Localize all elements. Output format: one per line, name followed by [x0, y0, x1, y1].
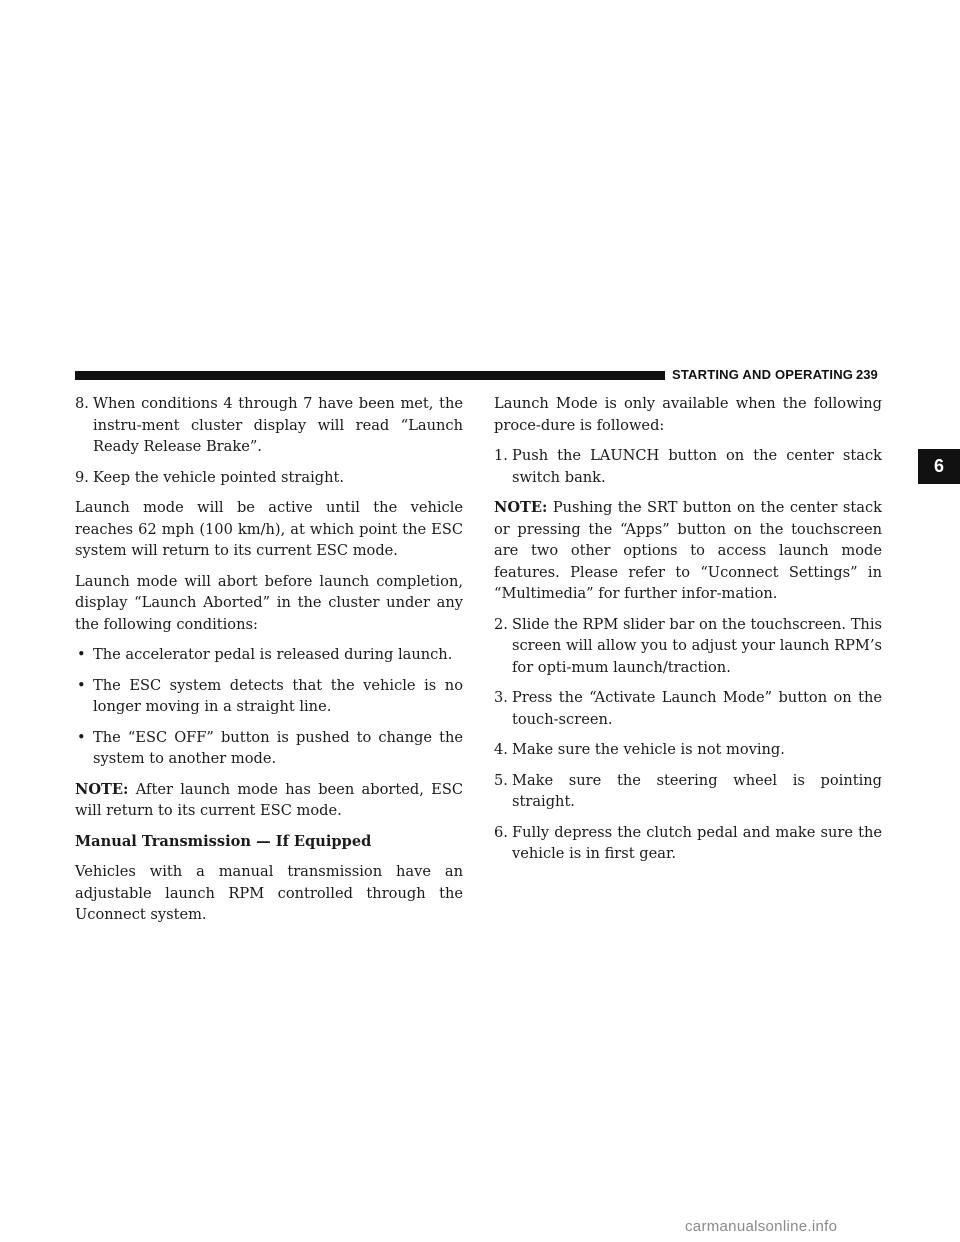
bullet-text: The “ESC OFF” button is pushed to change the system to another mode. — [93, 728, 463, 767]
step-6 — [494, 822, 882, 865]
bullet-text: The ESC system detects that the vehicle is no longer moving in a straight line. — [93, 676, 463, 715]
bullet-item — [75, 644, 463, 666]
bullet-symbol: • — [77, 646, 86, 663]
bullet-symbol: • — [77, 728, 86, 746]
paragraph-launch-abort: Launch mode will abort before launch completion, display “Launch Aborted” in the cluster under any the following conditions: — [75, 572, 463, 633]
step-number: 1. — [494, 447, 508, 464]
step-4 — [494, 739, 882, 761]
bullet-item — [75, 675, 463, 718]
step-8 — [75, 393, 463, 458]
page-number: 239 — [856, 367, 878, 382]
right-column — [494, 393, 882, 874]
note-paragraph — [75, 779, 463, 822]
bullet-symbol: • — [77, 676, 86, 694]
note-label: NOTE: — [75, 780, 129, 798]
paragraph-manual-transmission: Vehicles with a manual transmission have an adjustable launch RPM controlled through the Uconnect system. — [75, 863, 463, 923]
note-label: NOTE: — [494, 499, 548, 516]
step-9 — [75, 467, 463, 489]
step-number: 5. — [494, 771, 508, 789]
step-number: 2. — [494, 615, 508, 633]
step-text: Push the LAUNCH button on the center stack switch bank. — [512, 447, 882, 486]
step-2 — [494, 614, 882, 679]
step-text: Press the “Activate Launch Mode” button on the touch-screen. — [512, 689, 882, 728]
step-number: 4. — [494, 741, 508, 758]
step-5 — [494, 770, 882, 813]
paragraph-launch-active: Launch mode will be active until the vehicle reaches 62 mph (100 km/h), at which point the ESC system will return to its current ESC mode. — [75, 499, 463, 559]
step-text: When conditions 4 through 7 have been met, the instru-ment cluster display will read “Launch Ready Release Brake”. — [93, 395, 463, 455]
note-text: Pushing the SRT button on the center stack or pressing the “Apps” button on the touchscreen are two other options to access launch mode features. Please refer to “Uconnect Settings” in “Multimedia” for further infor-mation. — [494, 499, 882, 602]
bullet-text: The accelerator pedal is released during launch. — [93, 646, 453, 663]
step-number: 6. — [494, 823, 508, 841]
section-title: STARTING AND OPERATING — [672, 367, 854, 382]
step-number: 9. — [75, 468, 89, 486]
left-column — [75, 393, 463, 935]
step-number: 8. — [75, 395, 89, 412]
note-paragraph — [494, 497, 882, 605]
step-3 — [494, 687, 882, 730]
watermark: carmanualsonline.info — [685, 1218, 838, 1235]
step-text: Make sure the steering wheel is pointing straight. — [512, 771, 882, 810]
step-text: Make sure the vehicle is not moving. — [512, 741, 785, 758]
note-text: After launch mode has been aborted, ESC will return to its current ESC mode. — [75, 780, 463, 819]
subheading-manual-transmission: Manual Transmission — If Equipped — [75, 832, 372, 850]
chapter-tab: 6 — [918, 449, 960, 484]
step-text: Fully depress the clutch pedal and make sure the vehicle is in first gear. — [512, 823, 882, 862]
step-number: 3. — [494, 689, 508, 706]
step-text: Keep the vehicle pointed straight. — [93, 468, 344, 486]
step-text: Slide the RPM slider bar on the touchscreen. This screen will allow you to adjust your launch RPM’s for opti-mum launch/traction. — [512, 615, 882, 676]
paragraph-launch-intro: Launch Mode is only available when the following proce-dure is followed: — [494, 395, 882, 434]
header-rule — [75, 371, 665, 380]
bullet-item — [75, 727, 463, 770]
step-1 — [494, 445, 882, 488]
